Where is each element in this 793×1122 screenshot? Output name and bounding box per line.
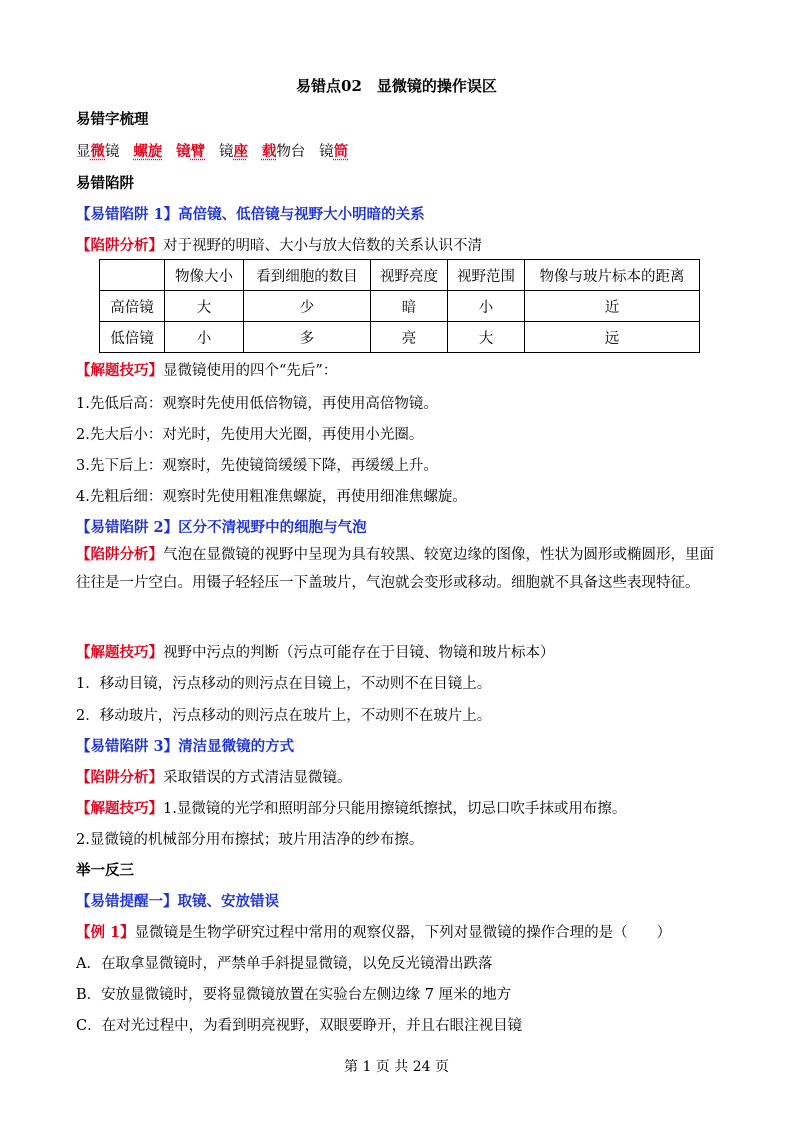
table-row (100, 291, 700, 322)
trap1-item-2: 2.先大后小：对光时，先使用大光圈，再使用小光圈。 (76, 427, 424, 443)
table-cell: 多 (244, 322, 371, 353)
trap1-title: 【易错陷阱 1】高倍镜、低倍镜与视野大小明暗的关系 (76, 206, 425, 223)
char-word-6: 镜筒 (319, 143, 349, 160)
char-word-2: 螺旋 (133, 143, 163, 160)
trap2-title: 【易错陷阱 2】区分不清视野中的细胞与气泡 (76, 519, 367, 536)
table-cell: 低倍镜 (100, 322, 165, 353)
table-header-row (100, 260, 700, 291)
trap2-tips: 【解题技巧】视野中污点的判断（污点可能存在于目镜、物镜和玻片标本） (76, 644, 555, 661)
example1-option-c: C．在对光过程中，为看到明亮视野，双眼要睁开，并且右眼注视目镜 (76, 1018, 523, 1034)
char-word-5: 载物台 (261, 143, 306, 160)
trap3-tips: 【解题技巧】1.显微镜的光学和照明部分只能用擦镜纸擦拭，切忌口吹手抹或用布擦。 (76, 800, 627, 817)
char-word-4: 镜座 (218, 143, 248, 160)
trap3-title: 【易错陷阱 3】清洁显微镜的方式 (76, 738, 295, 755)
table-cell: 高倍镜 (100, 291, 165, 322)
trap2-item-2: 2．移动玻片，污点移动的则污点在玻片上，不动则不在玻片上。 (76, 708, 492, 724)
table-header-cell: 物像与玻片标本的距离 (525, 260, 700, 291)
table-cell: 近 (525, 291, 700, 322)
table-cell: 暗 (371, 291, 448, 322)
table-cell: 远 (525, 322, 700, 353)
comparison-table (99, 259, 700, 353)
table-cell: 小 (448, 291, 525, 322)
table-header-cell: 物像大小 (165, 260, 244, 291)
trap1-item-1: 1.先低后高：观察时先使用低倍物镜，再使用高倍物镜。 (76, 396, 438, 412)
table-cell: 大 (165, 291, 244, 322)
chars-heading: 易错字梳理 (76, 111, 149, 128)
table-header-cell (100, 260, 165, 291)
page-title: 易错点02 显微镜的操作误区 (296, 77, 497, 95)
traps-heading: 易错陷阱 (76, 175, 134, 192)
table-header-cell: 看到细胞的数目 (244, 260, 371, 291)
table-cell: 亮 (371, 322, 448, 353)
table-cell: 小 (165, 322, 244, 353)
trap1-item-4: 4.先粗后细：观察时先使用粗准焦螺旋，再使用细准焦螺旋。 (76, 489, 467, 505)
table-row (100, 322, 700, 353)
trap1-item-3: 3.先下后上：观察时，先使镜筒缓缓下降，再缓缓上升。 (76, 458, 438, 474)
table-cell: 大 (448, 322, 525, 353)
trap3-item-2: 2.显微镜的机械部分用布擦拭；玻片用洁净的纱布擦。 (76, 832, 424, 848)
trap1-tips: 【解题技巧】显微镜使用的四个“先后”： (76, 362, 338, 379)
trap2-item-1: 1．移动目镜，污点移动的则污点在目镜上，不动则不在目镜上。 (76, 676, 492, 692)
example1-option-a: A．在取拿显微镜时，严禁单手斜提显微镜，以免反光镜滑出跌落 (76, 956, 493, 972)
table-header-cell: 视野范围 (448, 260, 525, 291)
table-cell: 少 (244, 291, 371, 322)
trap1-analysis: 【陷阱分析】对于视野的明暗、大小与放大倍数的关系认识不清 (76, 237, 482, 254)
trap3-analysis: 【陷阱分析】采取错误的方式清洁显微镜。 (76, 769, 352, 786)
char-word-3: 镜臂 (176, 143, 206, 160)
example1-stem: 【例 1】显微镜是生物学研究过程中常用的观察仪器，下列对显微镜的操作合理的是（ ） (76, 924, 672, 941)
examples-heading: 举一反三 (76, 862, 134, 879)
char-word-1: 显微镜 (76, 143, 120, 160)
example1-option-b: B．安放显微镜时，要将显微镜放置在实验台左侧边缘 7 厘米的地方 (76, 987, 512, 1003)
trap2-analysis: 【陷阱分析】气泡在显微镜的视野中呈现为具有较黑、较宽边缘的图像，性状为圆形或椭圆形，里面往往是一片空白。用镊子轻轻压一下盖玻片，气泡就会变形或移动。细胞就不具备这些表现特征。 (76, 546, 714, 591)
page-footer: 第 1 页 共 24 页 (344, 1059, 449, 1075)
reminder1-title: 【易错提醒一】取镜、安放错误 (76, 893, 279, 910)
table-header-cell: 视野亮度 (371, 260, 448, 291)
chars-line (76, 140, 348, 161)
